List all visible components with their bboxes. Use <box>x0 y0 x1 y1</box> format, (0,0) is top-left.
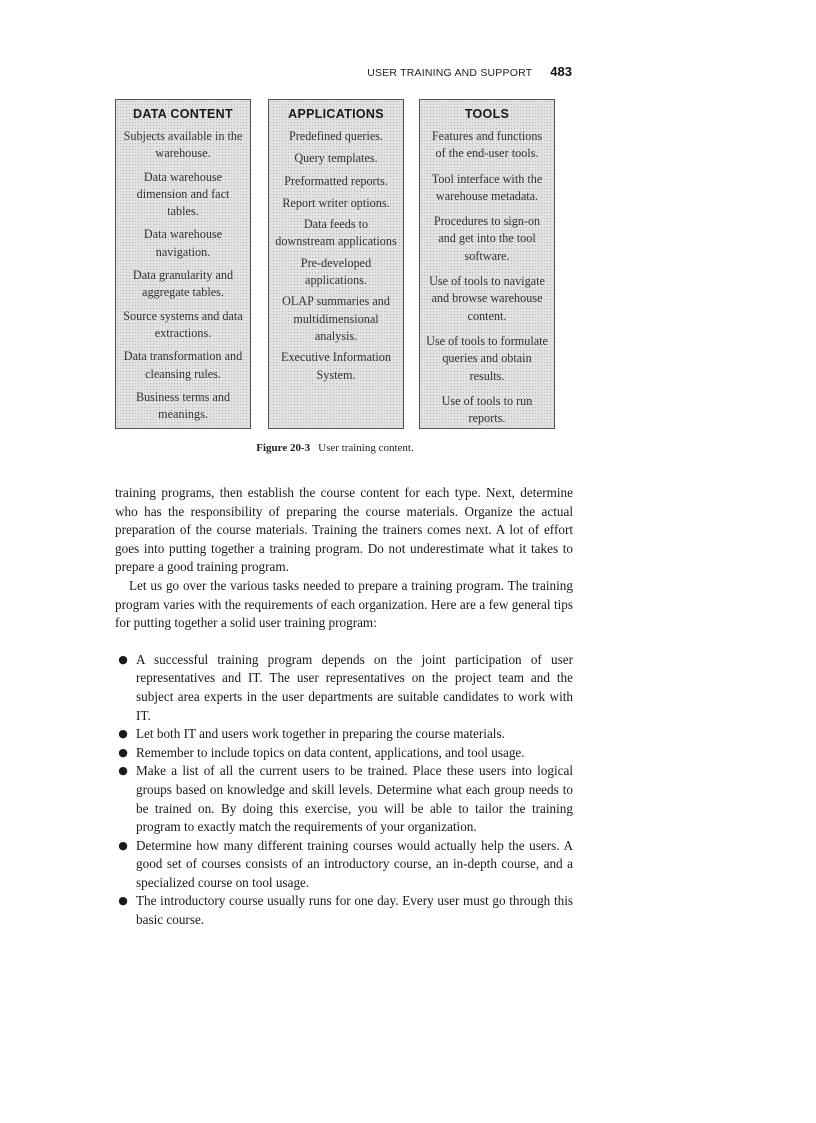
list-item-text: Remember to include topics on data content, applications, and tool usage. <box>136 744 525 760</box>
column-item: Features and functions of the end-user tools. <box>431 129 543 161</box>
paragraph: Let us go over the various tasks needed to prepare a training program. The training program varies with the requirements of each organization. Here are a few general tips for putting together a solid user training program: <box>115 577 573 631</box>
column-item: Business terms and meanings. <box>135 389 231 422</box>
page-number: 483 <box>550 64 572 79</box>
column-item: Data warehouse dimension and fact tables. <box>136 169 230 219</box>
list-item <box>115 651 573 725</box>
column-item: Query templates. <box>294 151 378 166</box>
column-item: Subjects available in the warehouse. <box>123 129 243 161</box>
column-item: Procedures to sign-on and get into the tool software. <box>433 214 541 263</box>
column-heading: APPLICATIONS <box>288 107 384 121</box>
list-item-text: Determine how many different training courses would actually help the users. A good set of courses consists of an introductory course, an in-depth course, and a specialized course on tool usage. <box>136 837 573 890</box>
column-item: Executive Information System. <box>281 350 391 382</box>
list-item-text: Let both IT and users work together in preparing the course materials. <box>136 726 505 742</box>
body-text <box>115 484 573 930</box>
running-head <box>200 63 572 81</box>
column-item: Data granularity and aggregate tables. <box>132 268 234 300</box>
column-heading: TOOLS <box>464 107 510 121</box>
column-item: Use of tools to navigate and browse warehouse content. <box>429 274 545 323</box>
tips-list <box>115 651 573 930</box>
bullet-icon: ● <box>118 764 128 778</box>
figure-caption <box>115 442 555 454</box>
training-content-figure <box>115 99 555 431</box>
column-item: Tool interface with the warehouse metadata. <box>431 171 543 203</box>
bullet-icon: ● <box>118 894 128 908</box>
list-item <box>115 892 573 929</box>
applications-column <box>268 99 404 429</box>
list-item-text: Make a list of all the current users to be trained. Place these users into logical groups based on knowledge and skill levels. Determine what each group needs to be trained on. By doing this exercise, you will be able to tailor the training program to exactly match the requirements of your organization. <box>136 763 573 835</box>
column-item: Preformatted reports. <box>284 173 388 188</box>
data-content-column <box>115 99 251 429</box>
bullet-icon: ● <box>118 727 128 741</box>
column-heading: DATA CONTENT <box>133 107 233 121</box>
list-item <box>115 762 573 836</box>
bullet-icon: ● <box>118 652 128 666</box>
column-item: Predefined queries. <box>288 129 384 143</box>
list-item <box>115 837 573 893</box>
running-title: USER TRAINING AND SUPPORT <box>367 67 533 79</box>
tools-column <box>419 99 555 429</box>
column-item: OLAP summaries and multidimensional analysis. <box>282 294 390 343</box>
list-item <box>115 744 573 763</box>
column-item: Pre-developed applications. <box>300 255 372 288</box>
column-item: Use of tools to run reports. <box>441 393 533 426</box>
list-item-text: A successful training program depends on the joint participation of user representatives and IT. The user representatives on the project team and the subject area experts in the user departments are suitable candidates to work with IT. <box>136 651 573 723</box>
list-item <box>115 725 573 744</box>
bullet-icon: ● <box>118 838 128 852</box>
column-item: Report writer options. <box>282 195 390 210</box>
bullet-icon: ● <box>118 745 128 759</box>
figure-number: Figure 20-3 <box>256 442 311 454</box>
figure-caption-text: User training content. <box>318 442 414 454</box>
column-item: Data transformation and cleansing rules. <box>123 349 243 381</box>
list-item-text: The introductory course usually runs for one day. Every user must go through this basic course. <box>136 893 573 928</box>
column-item: Use of tools to formulate queries and obtain results. <box>426 333 548 383</box>
column-item: Data warehouse navigation. <box>143 227 223 259</box>
column-item: Data feeds to downstream applications <box>275 217 397 249</box>
paragraph: training programs, then establish the course content for each type. Next, determine who has the responsibility of preparing the course materials. Organize the actual preparation of the course materials. Training the trainers comes next. A lot of effort goes into putting together a training program. Do not underestimate what it takes to prepare a good training program. <box>115 485 573 575</box>
column-item: Source systems and data extractions. <box>123 308 243 340</box>
